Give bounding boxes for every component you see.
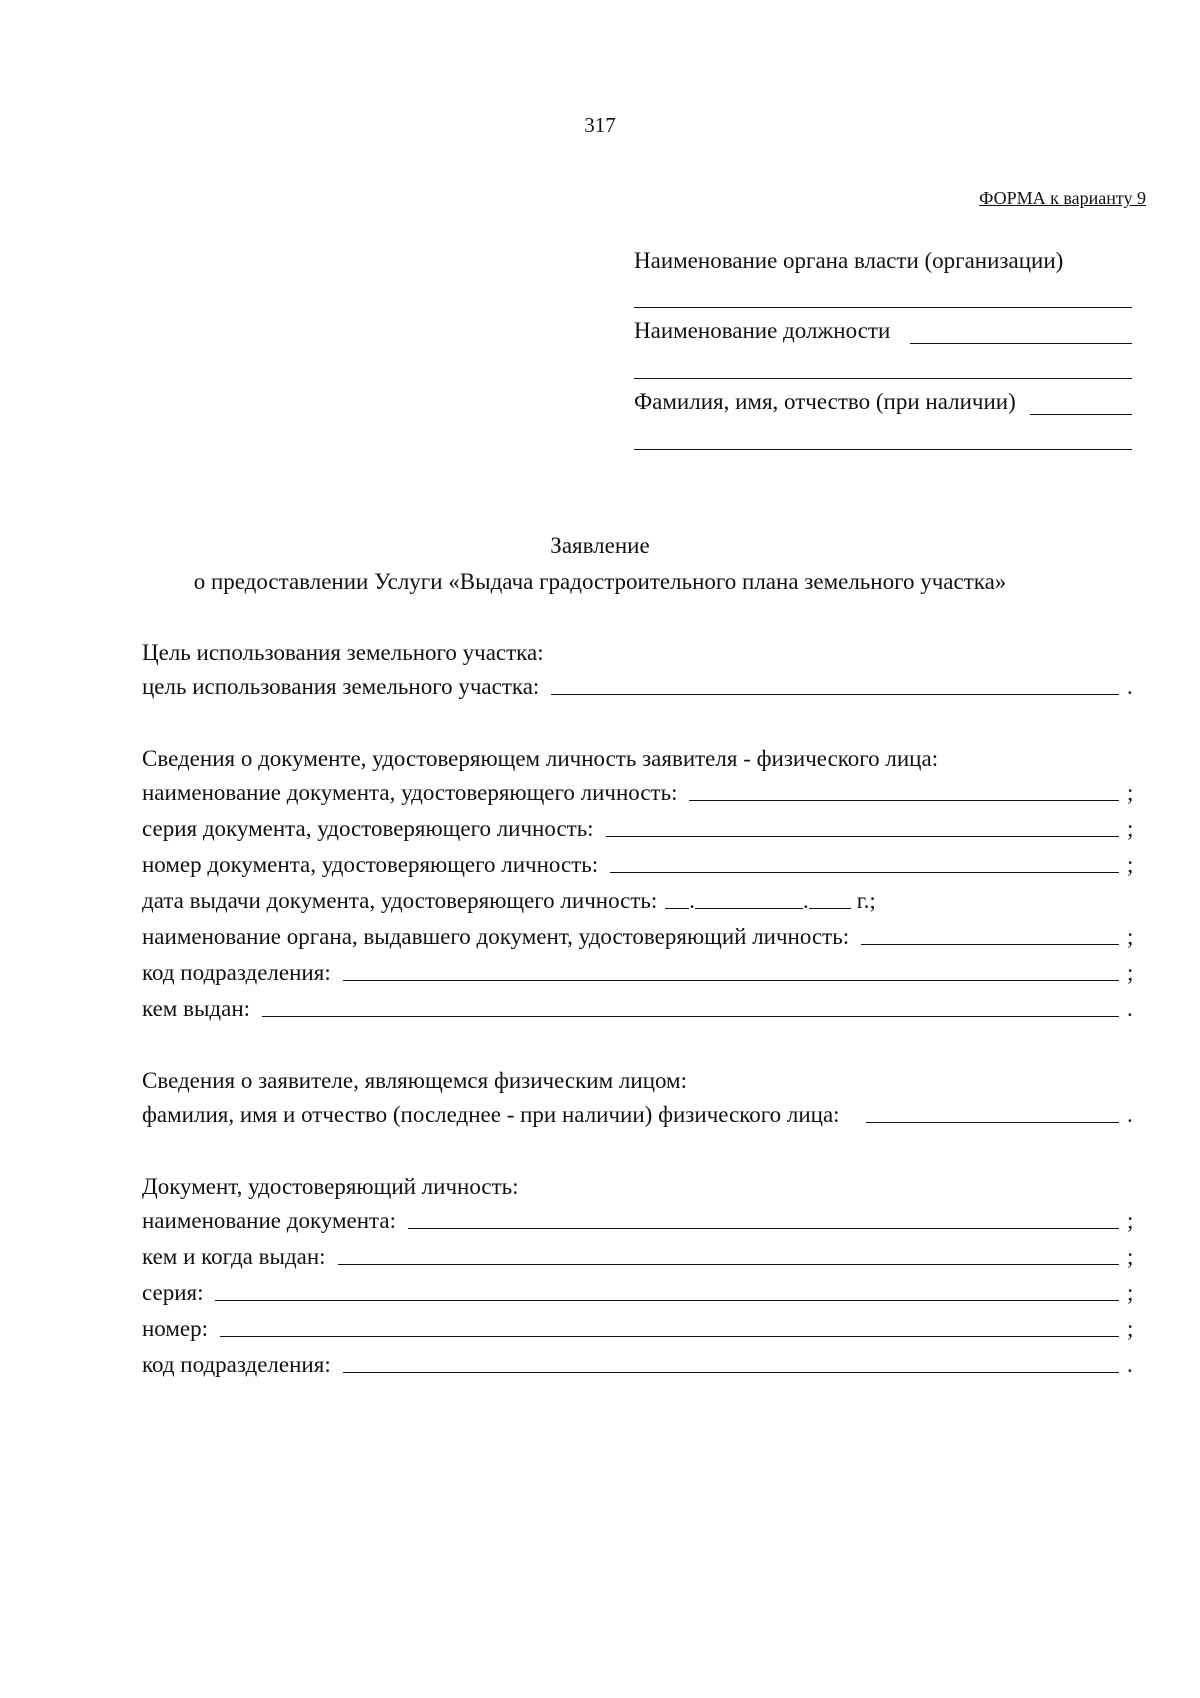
identity-doc-series-label: серия документа, удостоверяющего личность:	[142, 816, 594, 841]
addressee-authority-blank[interactable]	[634, 306, 1132, 308]
row-end-mark: ;	[1127, 1244, 1134, 1269]
row-end-mark: ;	[1127, 924, 1134, 949]
identity-doc-date-label: дата выдачи документа, удостоверяющего личность:	[142, 888, 658, 913]
addressee-fio-label: Фамилия, имя, отчество (при наличии)	[634, 389, 1016, 414]
identity-doc-number-label: номер документа, удостоверяющего личность:	[142, 852, 599, 877]
applicant-fio-row	[142, 1098, 1137, 1128]
document-number-field[interactable]	[220, 1335, 1119, 1337]
document-series-label: серия:	[142, 1280, 204, 1305]
row-end-mark: .	[1127, 996, 1133, 1021]
row-end-mark: .	[1127, 674, 1133, 699]
row-end-mark: ;	[1127, 816, 1134, 841]
identity-doc-name-field[interactable]	[689, 799, 1119, 801]
document-division-field[interactable]	[343, 1371, 1119, 1373]
row-end-mark: .	[1127, 1102, 1133, 1127]
land-purpose-label: цель использования земельного участка:	[142, 674, 540, 699]
identity-doc-series-field[interactable]	[606, 835, 1119, 837]
document-issued-field[interactable]	[338, 1263, 1119, 1265]
identity-doc-number-row	[142, 848, 1137, 878]
document-title: Заявление	[550, 533, 650, 558]
date-separator: .	[689, 888, 696, 913]
date-suffix: г.;	[856, 888, 876, 913]
identity-doc-division-label: код подразделения:	[142, 960, 331, 985]
row-end-mark: ;	[1127, 780, 1134, 805]
document-division-row	[142, 1348, 1137, 1378]
date-year-field[interactable]	[809, 907, 851, 909]
land-purpose-field[interactable]	[551, 693, 1119, 695]
addressee-authority-label: Наименование органа власти (организации)	[634, 248, 1064, 273]
row-end-mark: ;	[1127, 960, 1134, 985]
addressee-position-label: Наименование должности	[634, 318, 891, 343]
date-separator: .	[803, 888, 809, 913]
identity-doc-series-row	[142, 812, 1137, 842]
applicant-fio-field[interactable]	[866, 1121, 1119, 1123]
document-issued-row	[142, 1240, 1137, 1270]
date-day-field[interactable]	[665, 907, 689, 909]
identity-doc-date-row	[142, 884, 876, 914]
document-number-row	[142, 1312, 1137, 1342]
row-end-mark: ;	[1127, 1316, 1134, 1341]
identity-doc-issued-by-field[interactable]	[262, 1015, 1119, 1017]
document-division-label: код подразделения:	[142, 1352, 331, 1377]
identity-doc-issuer-field[interactable]	[861, 943, 1119, 945]
row-end-mark: .	[1127, 1352, 1133, 1377]
document-subtitle: о предоставлении Услуги «Выдача градостроительного плана земельного участка»	[193, 569, 1007, 594]
applicant-heading: Сведения о заявителе, являющемся физическим лицом:	[142, 1068, 688, 1093]
row-end-mark: ;	[1127, 852, 1134, 877]
identity-doc-issued-by-label: кем выдан:	[142, 996, 251, 1021]
land-purpose-heading: Цель использования земельного участка:	[142, 640, 544, 665]
identity-doc-name-label: наименование документа, удостоверяющего личность:	[142, 780, 678, 805]
identity-doc-issuer-row	[142, 920, 1137, 950]
identity-doc-heading: Сведения о документе, удостоверяющем личность заявителя - физического лица:	[142, 746, 939, 771]
applicant-fio-label: фамилия, имя и отчество (последнее - при наличии) физического лица:	[142, 1102, 840, 1127]
identity-doc-number-field[interactable]	[610, 871, 1119, 873]
document-name-field[interactable]	[408, 1227, 1119, 1229]
addressee-position-blank-inline[interactable]	[910, 342, 1132, 344]
document-series-field[interactable]	[215, 1299, 1119, 1301]
identity-doc-division-row	[142, 956, 1137, 986]
form-label: ФОРМА к варианту 9	[979, 188, 1146, 208]
document-issued-label: кем и когда выдан:	[142, 1244, 326, 1269]
addressee-fio-blank[interactable]	[634, 448, 1132, 450]
row-end-mark: ;	[1127, 1280, 1134, 1305]
identity-doc-division-field[interactable]	[343, 979, 1119, 981]
page-number: 317	[584, 113, 616, 137]
document-series-row	[142, 1276, 1137, 1306]
addressee-fio-blank-inline[interactable]	[1030, 413, 1132, 415]
row-end-mark: ;	[1127, 1208, 1134, 1233]
addressee-position-blank[interactable]	[634, 377, 1132, 379]
identity-doc-issuer-label: наименование органа, выдавшего документ, удостоверяющий личность:	[142, 924, 850, 949]
land-purpose-row	[142, 670, 1137, 700]
document-heading: Документ, удостоверяющий личность:	[142, 1174, 519, 1199]
document-name-row	[142, 1204, 1137, 1234]
document-name-label: наименование документа:	[142, 1208, 396, 1233]
identity-doc-issued-by-row	[142, 992, 1137, 1022]
date-month-field[interactable]	[695, 907, 803, 909]
document-number-label: номер:	[142, 1316, 209, 1341]
identity-doc-name-row	[142, 776, 1137, 806]
